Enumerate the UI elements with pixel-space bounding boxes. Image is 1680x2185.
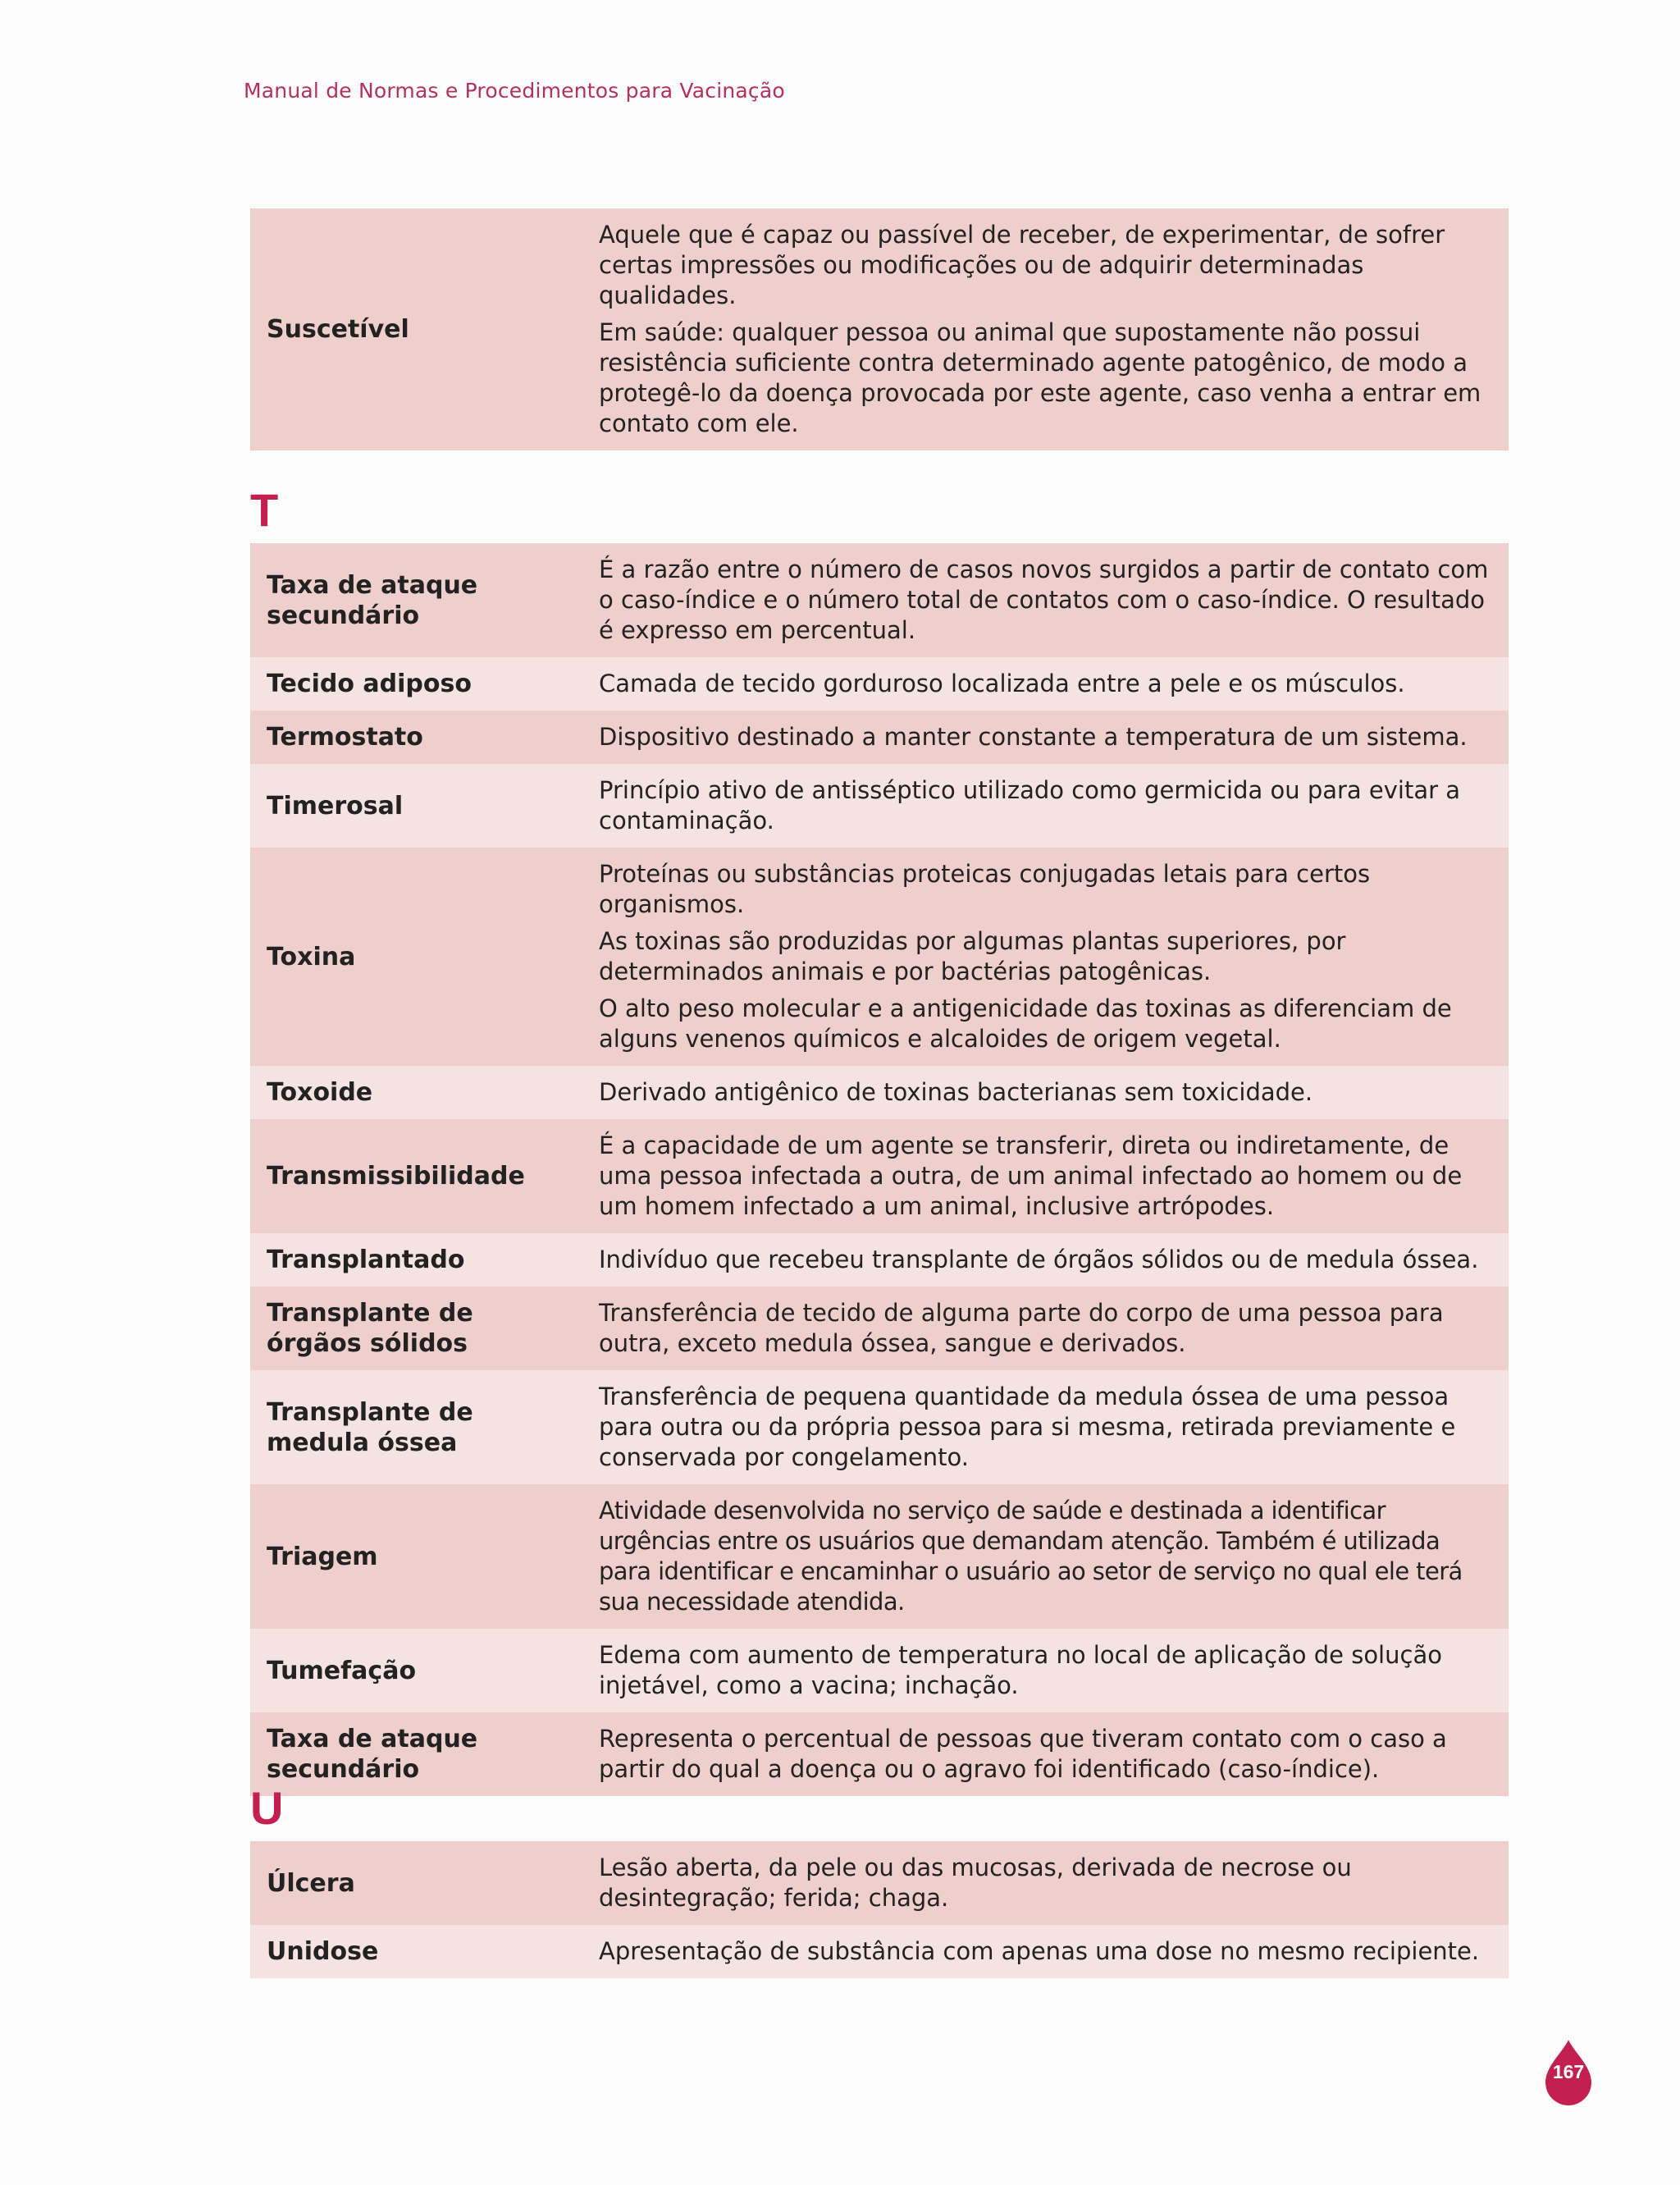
glossary-section-s <box>250 208 1509 450</box>
definition-paragraph: É a capacidade de um agente se transferir, direta ou indiretamente, de uma pessoa infectada a outra, de um animal infectado ao homem ou de um homem infectado a um animal, inclusive artrópodes. <box>599 1131 1463 1220</box>
glossary-definition <box>582 1119 1509 1233</box>
glossary-definition <box>582 1925 1509 1978</box>
glossary-row <box>250 1712 1509 1796</box>
glossary-definition <box>582 1233 1509 1287</box>
glossary-row <box>250 1119 1509 1233</box>
glossary-row <box>250 1066 1509 1119</box>
definition-paragraph: Derivado antigênico de toxinas bacterianas sem toxicidade. <box>599 1078 1313 1106</box>
page-number-badge <box>1545 2040 1591 2086</box>
section-letter: T <box>250 484 279 536</box>
definition-paragraph: O alto peso molecular e a antigenicidade das toxinas as diferenciam de alguns venenos químicos e alcaloides de origem vegetal. <box>599 994 1452 1053</box>
glossary-definition <box>582 208 1509 450</box>
glossary-row <box>250 1629 1509 1712</box>
glossary-term: Toxoide <box>250 1066 582 1119</box>
definition-paragraph: Princípio ativo de antisséptico utilizado como germicida ou para evitar a contaminação. <box>599 776 1461 834</box>
glossary-term: Transplante de medula óssea <box>250 1370 582 1484</box>
glossary-definition <box>582 1484 1509 1629</box>
definition-paragraph: Representa o percentual de pessoas que tiveram contato com o caso a partir do qual a doença ou o agravo foi identificado (caso-índice). <box>599 1725 1447 1783</box>
glossary-row <box>250 543 1509 657</box>
glossary-row <box>250 764 1509 848</box>
glossary-definition <box>582 1287 1509 1370</box>
definition-paragraph: Edema com aumento de temperatura no local de aplicação de solução injetável, como a vacina; inchação. <box>599 1641 1442 1699</box>
definition-paragraph: Dispositivo destinado a manter constante a temperatura de um sistema. <box>599 723 1468 751</box>
section-letter: U <box>250 1782 284 1834</box>
glossary-term: Tecido adiposo <box>250 657 582 711</box>
definition-paragraph: Proteínas ou substâncias proteicas conjugadas letais para certos organismos. <box>599 860 1371 918</box>
page-number: 167 <box>1552 2061 1585 2082</box>
glossary-row <box>250 711 1509 764</box>
running-header: Manual de Normas e Procedimentos para Vacinação <box>244 79 785 103</box>
glossary-definition <box>582 657 1509 711</box>
glossary-row <box>250 1233 1509 1287</box>
definition-paragraph: Camada de tecido gorduroso localizada entre a pele e os músculos. <box>599 670 1405 697</box>
glossary-section-u <box>250 1782 1509 1978</box>
glossary-definition <box>582 1712 1509 1796</box>
glossary-row <box>250 1484 1509 1629</box>
definition-paragraph: Aquele que é capaz ou passível de receber, de experimentar, de sofrer certas impressões ou modificações ou de adquirir determinadas qualidades. <box>599 221 1445 309</box>
glossary-definition <box>582 1629 1509 1712</box>
glossary-row <box>250 1287 1509 1370</box>
glossary-definition <box>582 764 1509 848</box>
glossary-term: Timerosal <box>250 764 582 848</box>
definition-paragraph: Apresentação de substância com apenas uma dose no mesmo recipiente. <box>599 1937 1480 1965</box>
definition-paragraph: Indivíduo que recebeu transplante de órgãos sólidos ou de medula óssea. <box>599 1246 1479 1273</box>
glossary-table <box>250 1841 1509 1978</box>
glossary-definition <box>582 1066 1509 1119</box>
glossary-term: Termostato <box>250 711 582 764</box>
glossary-term: Transplantado <box>250 1233 582 1287</box>
glossary-row <box>250 1370 1509 1484</box>
definition-paragraph: As toxinas são produzidas por algumas plantas superiores, por determinados animais e por bactérias patogênicas. <box>599 927 1346 985</box>
glossary-row <box>250 657 1509 711</box>
glossary-row <box>250 1841 1509 1925</box>
glossary-table <box>250 543 1509 1796</box>
definition-paragraph: Transferência de tecido de alguma parte do corpo de uma pessoa para outra, exceto medula óssea, sangue e derivados. <box>599 1299 1444 1357</box>
glossary-row <box>250 1925 1509 1978</box>
glossary-term: Tumefação <box>250 1629 582 1712</box>
glossary-row <box>250 848 1509 1066</box>
glossary-definition <box>582 1370 1509 1484</box>
glossary-definition <box>582 711 1509 764</box>
glossary-term: Triagem <box>250 1484 582 1629</box>
glossary-term: Unidose <box>250 1925 582 1978</box>
glossary-term: Taxa de ataque secundário <box>250 1712 582 1796</box>
glossary-term: Taxa de ataque secundário <box>250 543 582 657</box>
definition-paragraph: Atividade desenvolvida no serviço de saúde e destinada a identificar urgências entre os usuários que demandam atenção. Também é utilizada para identificar e encaminhar o usuário ao setor de serviço no qual ele terá sua necessidade atendida. <box>599 1497 1463 1616</box>
definition-paragraph: Em saúde: qualquer pessoa ou animal que supostamente não possui resistência suficiente contra determinado agente patogênico, de modo a protegê-lo da doença provocada por este agente, caso venha a entrar em contato com ele. <box>599 318 1481 437</box>
glossary-term: Transmissibilidade <box>250 1119 582 1233</box>
glossary-definition <box>582 848 1509 1066</box>
glossary-table <box>250 208 1509 450</box>
definition-paragraph: É a razão entre o número de casos novos surgidos a partir de contato com o caso-índice e o número total de contatos com o caso-índice. O resultado é expresso em percentual. <box>599 555 1489 644</box>
glossary-term: Úlcera <box>250 1841 582 1925</box>
glossary-term: Transplante de órgãos sólidos <box>250 1287 582 1370</box>
glossary-row <box>250 208 1509 450</box>
glossary-term: Toxina <box>250 848 582 1066</box>
glossary-definition <box>582 1841 1509 1925</box>
glossary-term: Suscetível <box>250 208 582 450</box>
glossary-definition <box>582 543 1509 657</box>
glossary-section-t <box>250 484 1509 1796</box>
definition-paragraph: Transferência de pequena quantidade da medula óssea de uma pessoa para outra ou da própria pessoa para si mesma, retirada previamente e conservada por congelamento. <box>599 1383 1456 1471</box>
definition-paragraph: Lesão aberta, da pele ou das mucosas, derivada de necrose ou desintegração; ferida; chaga. <box>599 1854 1352 1912</box>
